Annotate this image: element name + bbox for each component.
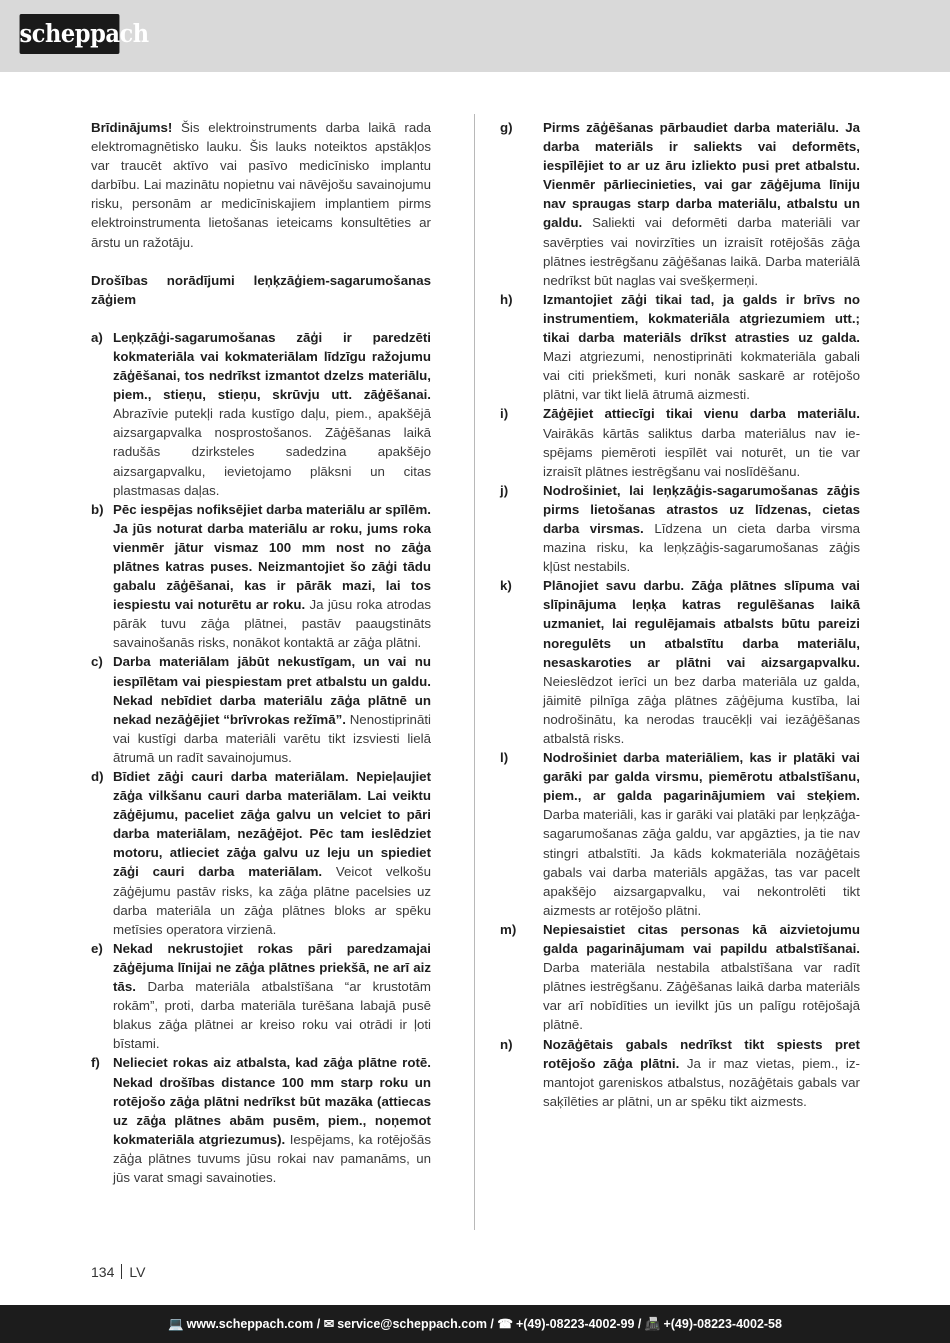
safety-list-left bbox=[91, 328, 431, 1187]
item-bold-text: Zāģējiet attiecīgi tikai vienu darba materiālu. bbox=[543, 406, 860, 422]
item-letter: i) bbox=[500, 406, 509, 422]
item-bold-text: Plānojiet savu darbu. Zāģa plātnes slīpuma vai slīpinājuma leņķa katras regulēšanas laikā uzmaniet, lai regulējamais atbalsts būtu pareizi noregulēts un atbalstītu darba materiālu, nesaskaroties ar plātni vai aizsargapvalku. bbox=[543, 578, 860, 670]
item-bold-text: Nodrošiniet darba materiāliem, kas ir platāki vai garāki par galda virsmu, piemērotu atbalstīšanu, piem., ar galda pagarinājumiem vai steķiem. bbox=[543, 750, 860, 804]
warning-label: Brīdinājums! bbox=[91, 120, 173, 135]
list-item bbox=[500, 118, 860, 290]
list-item bbox=[91, 652, 431, 767]
item-text: Veicot velkošu zāģējumu pastāv risks, ka zāģa plātne pacelsies uz darba materiāla un zāģa plātnes bloks ar spēku metīsies operatora virzienā. bbox=[113, 864, 431, 937]
item-letter: h) bbox=[500, 291, 513, 307]
item-text: Darba materiāla nestabila atbalstīšana var radīt plātnes iestrēgšanu. Zāģēšanas laikā darba materiāls var arī nobīdīties un ievilkt jūs un palīgu rotējošajā plātnē. bbox=[543, 960, 860, 1033]
item-letter: m) bbox=[500, 921, 517, 937]
list-item bbox=[91, 1053, 431, 1187]
item-text: Ja ir maz vietas, piem., izmantojot gareniskos atbalstus, nozāģētais gabals var saķīlēties ar plātni, un ar spēku tikt aizmests. bbox=[543, 1055, 860, 1109]
warning-text: Šis elektroinstruments darba laikā rada elektromagnētisko lauku. Šis lauks noteiktos apstākļos var traucēt aktīvo vai pasīvo medicīnisko implantu darbību. Lai mazinātu nopietnu vai nāvējošu savainojumu risku, personām ar medicīniskajiem implantiem pirms elektroinstrumenta lietošanas ieteicams konsultēties ar ārstu un ražotāju. bbox=[91, 120, 431, 250]
item-letter: d) bbox=[91, 769, 104, 784]
item-text: Līdzena un cieta darba virsma mazina risku, ka leņķzāģis-sagarumošanas zāģis kļūst nestabils. bbox=[543, 520, 861, 575]
item-letter: l) bbox=[500, 750, 509, 766]
list-item bbox=[91, 939, 431, 1054]
column-divider bbox=[474, 114, 475, 1230]
item-letter: c) bbox=[91, 654, 103, 670]
item-letter: g) bbox=[500, 120, 513, 135]
footer-email[interactable]: service@scheppach.com / bbox=[337, 1317, 494, 1331]
list-item bbox=[91, 328, 431, 500]
item-bold-text: Nelieciet rokas aiz atbalsta, kad zāģa plātne rotē. Nekad drošības distance 100 mm starp roku un rotējošo zāģa plātni nedrīkst būt mazāka (attiecas uz zāģa plātnes abām pusēm, piem., noņemot kokmateriāla atgriezumus). bbox=[113, 1055, 431, 1147]
footer-fax: +(49)-08223-4002-58 bbox=[663, 1317, 782, 1331]
list-item bbox=[500, 748, 860, 920]
section-heading: Drošības norādījumi leņķzāģiem-sagarumošanas zāģiem bbox=[91, 272, 431, 307]
item-letter: a) bbox=[91, 329, 103, 345]
fax-icon: 📠 bbox=[644, 1317, 661, 1331]
footer-website[interactable]: www.scheppach.com / bbox=[186, 1317, 321, 1331]
page-language: LV bbox=[129, 1264, 146, 1280]
page-header bbox=[0, 0, 950, 72]
list-item bbox=[500, 1035, 860, 1111]
warning-paragraph bbox=[91, 118, 431, 252]
list-item bbox=[500, 290, 860, 405]
item-bold-text: Bīdiet zāģi cauri darba materiālam. Nepieļaujiet zāģa vilkšanu cauri darba materiālam. Lai veiktu zāģējumu, paceliet zāģa galvu un velciet to pāri darba materiālam, nezāģējot. Pēc tam ieslēdziet motoru, atlieciet zāģa galvu uz leju un spiediet zāģi cauri darba materiālam. bbox=[113, 769, 431, 880]
item-text: Ja jūsu roka atrodas pārāk tuvu zāģa plātnei, pastāv paaugstināts savainošanās risks, nonākot kontaktā ar zāģa plātni. bbox=[113, 597, 431, 651]
phone-icon: ☎ bbox=[497, 1317, 513, 1331]
item-text: Darba materiāli, kas ir garāki vai platāki par leņķzāģa-sagarumošanas zāģa galdu, var apgāzties, ja tie nav stingri atbalstīti. Ja kāds kokmateriāla nozāģētais gabals vai darba materiāls apgāžas, tas var pacelt apakšējo aizsargapvalku, vai nekontrolēti tikt aizmests ar rotējošo plātni. bbox=[543, 807, 860, 918]
item-bold-text: Leņķzāģi-sagarumošanas zāģi ir paredzēti kokmateriāla vai kokmateriālam līdzīgu ražojumu zāģēšanai, tos nedrīkst izmantot dzelzs materiālu, piem., stieņu, stieņu, skrūvju utt. zāģēšanai. bbox=[113, 329, 431, 403]
scheppach-logo: scheppach bbox=[20, 14, 120, 54]
left-column bbox=[91, 118, 431, 1187]
item-bold-text: Nodrošiniet, lai leņķzāģis-sagarumošanas zāģis pirms lietošanas atrastos uz līdzenas, cietas darba virsmas. bbox=[543, 482, 860, 536]
spacer bbox=[91, 309, 431, 328]
item-text: Iespējams, ka rotējošās zāģa plātnes tuvums jūsu rokai nav pamanāms, un jūs varat smagi savainoties. bbox=[113, 1131, 431, 1185]
item-letter: n) bbox=[500, 1036, 513, 1052]
footer-phone: +(49)-08223-4002-99 / bbox=[515, 1317, 642, 1331]
spacer bbox=[91, 252, 431, 271]
list-item bbox=[500, 404, 860, 480]
page-number: 134 bbox=[91, 1264, 115, 1280]
item-text: Mazi atgriezumi, nenostiprināti kokmateriāla gabali vai citi priekšmeti, kuri nonāk saskarē ar rotējošo plātni, var tikt lielā ātrumā aizmesti. bbox=[543, 349, 860, 403]
page-footer-number bbox=[91, 1264, 145, 1280]
list-item bbox=[500, 481, 861, 576]
list-item bbox=[91, 500, 431, 653]
item-bold-text: Pēc iespējas nofiksējiet darba materiālu ar spīlēm. Ja jūs noturat darba materiālu ar roku, jums roka vienmēr jātur vismaz 100 mm nost no zāģa plātnes katras puses. Neizmantojiet šo zāģi tādu gabalu zāģēšanai, kas ir pārāk mazi, lai tos iespiestu vai noturētu ar roku. bbox=[113, 501, 431, 613]
item-text: Neieslēdzot ierīci un bez darba materiāla uz galda, jāimitē pilnīga zāģa plātnes zāģējuma kustība, lai nodrošinātu, ka nerodas traucēkļi vai iezāģēšanas atbalstā risks. bbox=[543, 673, 860, 746]
computer-icon: 💻 bbox=[168, 1317, 184, 1331]
item-bold-text: Darba materiālam jābūt nekustīgam, un vai nu iespīlētam vai piespiestam pret atbalstu un galdu. Nekad nebīdiet darba materiālu zāģa plātnē un nekad nezāģējiet “brīvrokas režīmā”. bbox=[113, 654, 431, 727]
item-text: Nenostiprināti vai kustīgi darba materiāli varētu tikt izsviesti lielā ātrumā un radīt savainojumus. bbox=[113, 711, 431, 765]
list-item bbox=[500, 920, 860, 1035]
item-letter: f) bbox=[91, 1055, 100, 1071]
item-text: Saliekti vai deformēti darba materiāli var savērpties vai novirzīties un izraisīt rotējošās zāģa plātnes iestrēgšanu zāģēšanas laikā. Darba materiālā nedrīkst būt naglas vai svešķermeņi. bbox=[543, 215, 860, 288]
item-bold-text: Nozāģētais gabals nedrīkst tikt spiests pret rotējošo zāģa plātni. bbox=[543, 1036, 860, 1071]
footer-separator bbox=[121, 1264, 122, 1279]
contact-footer-bar bbox=[0, 1305, 950, 1343]
list-item bbox=[500, 576, 860, 748]
item-letter: k) bbox=[500, 578, 512, 594]
email-icon: ✉ bbox=[323, 1317, 335, 1331]
item-letter: e) bbox=[91, 940, 103, 956]
item-letter: b) bbox=[91, 501, 104, 517]
list-item bbox=[91, 767, 431, 939]
item-bold-text: Pirms zāģēšanas pārbaudiet darba materiālu. Ja darba materiāls ir saliekts vai deformēts, iespīlējiet to ar uz āru izliekto pusi pret atbalstu. Vienmēr pārliecinieties, vai gar zāģējuma līniju nav spraugas starp darba materiālu, atbalstu un galdu. bbox=[543, 120, 860, 231]
item-text: Darba materiāla atbalstīšana “ar krustotām rokām”, proti, darba materiāla turēšana labajā pusē blakus zāģa plātnei ar kreiso roku vai otrādi ir ļoti bīstami. bbox=[113, 979, 431, 1052]
item-bold-text: Nekad nekrustojiet rokas pāri paredzamajai zāģējuma līnijai ne zāģa plātnes priekšā, ne arī aiz tās. bbox=[113, 940, 431, 995]
right-column bbox=[500, 118, 861, 1111]
item-letter: j) bbox=[500, 482, 509, 498]
item-text: Vairākās kārtās saliktus darba materiālus nav iespējams piemēroti iespīlēt vai noturēt, un tie var izraisīt plātnes iestrēgšanu vai noslīdēšanu. bbox=[543, 425, 860, 479]
item-bold-text: Izmantojiet zāģi tikai tad, ja galds ir brīvs no instrumentiem, kokmateriāla atgriezumiem utt.; tikai darba materiāls drīkst atrasties uz galda. bbox=[543, 291, 860, 346]
item-text: Abrazīvie putekļi rada kustīgo daļu, piem., apakšējā aizsargapvalka nosprostošanos. Zāģēšanas laikā radušās dzirksteles sadedzina apakšējo aizsargapvalku, ievietojamo plāksni un citas plastmasas daļas. bbox=[113, 406, 431, 498]
safety-list-right bbox=[500, 118, 861, 1111]
item-bold-text: Nepiesaistiet citas personas kā aizvietojumu galda pagarinājumam vai papildu atbalstīšanai. bbox=[543, 921, 860, 957]
